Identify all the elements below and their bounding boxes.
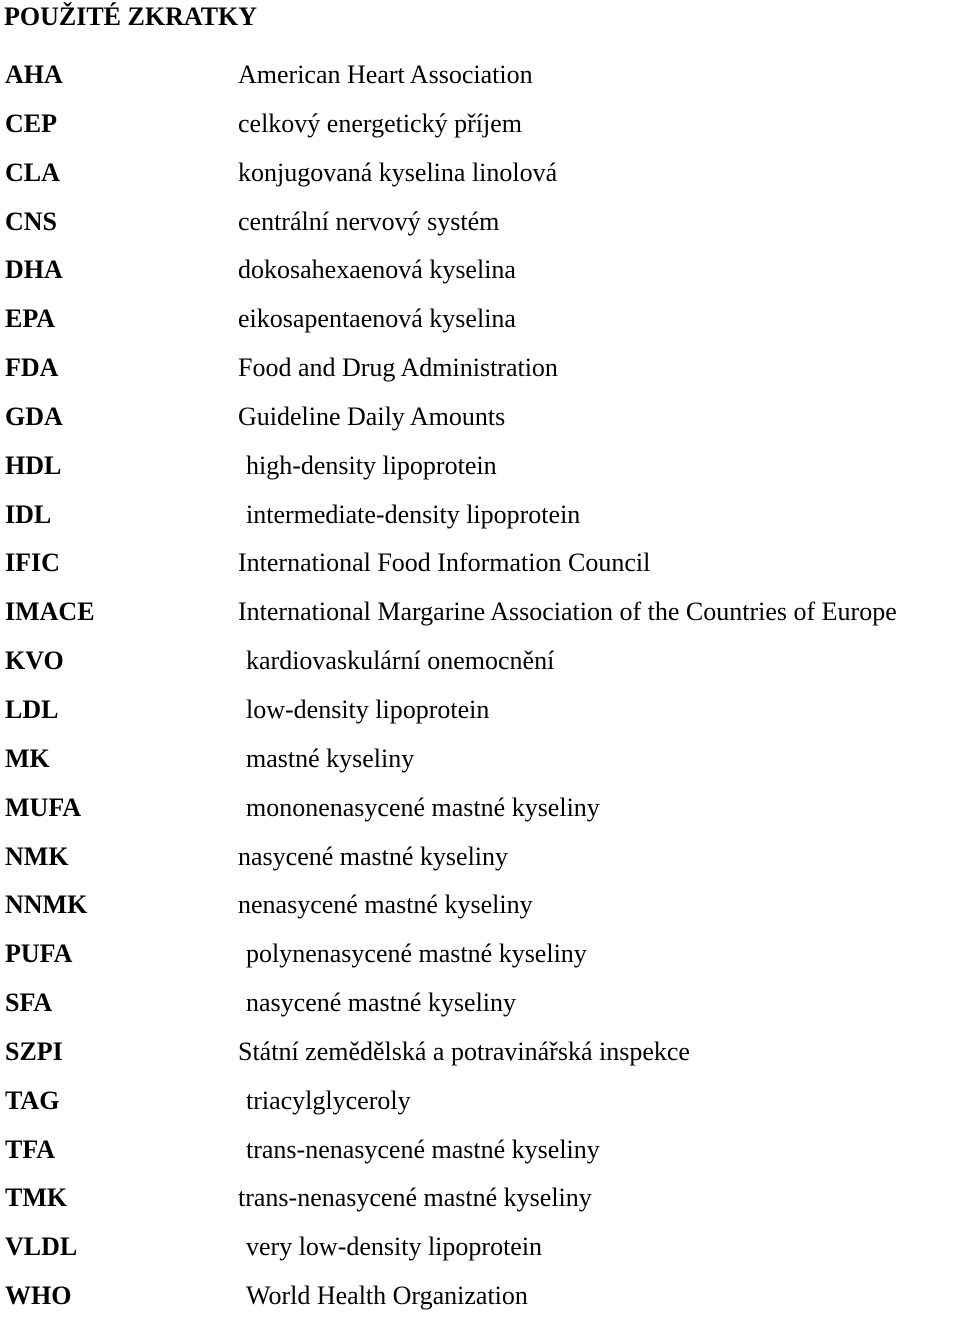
abbreviation-row bbox=[0, 1127, 960, 1176]
abbreviation-row bbox=[0, 1224, 960, 1273]
abbreviation-definition: very low-density lipoprotein bbox=[246, 1232, 543, 1262]
abbreviation-row bbox=[0, 52, 960, 101]
abbreviation-term: NMK bbox=[5, 841, 69, 871]
abbreviation-definition: Státní zemědělská a potravinářská inspekce bbox=[238, 1036, 690, 1066]
abbreviation-term: TMK bbox=[5, 1183, 68, 1213]
abbreviation-definition: polynenasycené mastné kyseliny bbox=[246, 939, 587, 969]
abbreviation-term: NNMK bbox=[5, 890, 88, 920]
abbreviation-row bbox=[0, 345, 960, 394]
abbreviation-term: IMACE bbox=[5, 597, 95, 627]
abbreviation-row bbox=[0, 492, 960, 541]
abbreviation-term: GDA bbox=[5, 401, 63, 431]
abbreviation-row bbox=[0, 199, 960, 248]
abbreviation-term: CNS bbox=[5, 206, 58, 236]
abbreviation-term: EPA bbox=[5, 304, 56, 334]
abbreviation-row bbox=[0, 736, 960, 785]
abbreviation-definition: dokosahexaenová kyselina bbox=[238, 255, 516, 285]
abbreviation-term: CLA bbox=[5, 157, 60, 187]
abbreviation-term: MK bbox=[5, 743, 50, 773]
abbreviation-definition: American Heart Association bbox=[238, 60, 533, 89]
abbreviation-row bbox=[0, 540, 960, 589]
abbreviation-row bbox=[0, 931, 960, 980]
abbreviation-term: CEP bbox=[5, 108, 57, 138]
abbreviation-definition: triacylglyceroly bbox=[246, 1085, 411, 1115]
abbreviation-definition: nasycené mastné kyseliny bbox=[246, 988, 517, 1018]
abbreviation-definition: Guideline Daily Amounts bbox=[238, 401, 506, 431]
abbreviation-definition: mastné kyseliny bbox=[246, 743, 415, 773]
abbreviation-definition: eikosapentaenová kyselina bbox=[238, 304, 516, 334]
abbreviation-term: IDL bbox=[5, 499, 52, 529]
abbreviation-definition: trans-nenasycené mastné kyseliny bbox=[238, 1183, 592, 1213]
abbreviation-definition: high-density lipoprotein bbox=[246, 450, 497, 480]
abbreviation-term: FDA bbox=[5, 353, 59, 383]
abbreviation-term: LDL bbox=[5, 694, 59, 724]
abbreviation-term: TAG bbox=[5, 1085, 60, 1115]
abbreviation-definition: kardiovaskulární onemocnění bbox=[246, 646, 555, 676]
abbreviation-definition: low-density lipoprotein bbox=[246, 694, 490, 724]
abbreviation-definition: konjugovaná kyselina linolová bbox=[238, 157, 558, 187]
abbreviation-term: HDL bbox=[5, 450, 62, 480]
abbreviation-row bbox=[0, 1078, 960, 1127]
abbreviation-row bbox=[0, 296, 960, 345]
abbreviation-row bbox=[0, 247, 960, 296]
abbreviation-definition: nenasycené mastné kyseliny bbox=[238, 890, 533, 920]
abbreviation-term: WHO bbox=[5, 1281, 72, 1311]
abbreviation-row bbox=[0, 589, 960, 638]
abbreviation-definition: World Health Organization bbox=[246, 1281, 528, 1311]
abbreviation-row bbox=[0, 1175, 960, 1224]
abbreviation-term: MUFA bbox=[5, 792, 82, 822]
abbreviation-term: AHA bbox=[5, 60, 63, 89]
abbreviation-row bbox=[0, 394, 960, 443]
abbreviation-row bbox=[0, 785, 960, 834]
abbreviation-row bbox=[0, 443, 960, 492]
abbreviation-term: TFA bbox=[5, 1134, 56, 1164]
abbreviation-term: PUFA bbox=[5, 939, 73, 969]
abbreviation-term: SFA bbox=[5, 988, 53, 1018]
abbreviation-row bbox=[0, 882, 960, 931]
abbreviation-definition: intermediate-density lipoprotein bbox=[246, 499, 581, 529]
abbreviation-row bbox=[0, 150, 960, 199]
abbreviation-row bbox=[0, 638, 960, 687]
page-title: POUŽITÉ ZKRATKY bbox=[4, 2, 258, 31]
abbreviation-definition: International Margarine Association of the Countries of Europe bbox=[238, 597, 897, 627]
abbreviation-row bbox=[0, 1029, 960, 1078]
abbreviation-row bbox=[0, 101, 960, 150]
abbreviation-term: DHA bbox=[5, 255, 63, 285]
abbreviation-definition: celkový energetický příjem bbox=[238, 108, 522, 138]
abbreviation-term: VLDL bbox=[5, 1232, 78, 1262]
abbreviation-definition: Food and Drug Administration bbox=[238, 353, 558, 383]
abbreviation-row bbox=[0, 834, 960, 883]
abbreviation-definition: trans-nenasycené mastné kyseliny bbox=[246, 1134, 600, 1164]
abbreviation-term: SZPI bbox=[5, 1036, 63, 1066]
abbreviation-list bbox=[0, 52, 960, 1322]
abbreviation-term: IFIC bbox=[5, 548, 60, 578]
abbreviation-definition: centrální nervový systém bbox=[238, 206, 500, 236]
abbreviation-definition: nasycené mastné kyseliny bbox=[238, 841, 509, 871]
abbreviation-definition: International Food Information Council bbox=[238, 548, 651, 578]
abbreviation-definition: mononenasycené mastné kyseliny bbox=[246, 792, 600, 822]
abbreviation-row bbox=[0, 1273, 960, 1322]
abbreviation-term: KVO bbox=[5, 646, 64, 676]
abbreviation-row bbox=[0, 687, 960, 736]
abbreviation-row bbox=[0, 980, 960, 1029]
